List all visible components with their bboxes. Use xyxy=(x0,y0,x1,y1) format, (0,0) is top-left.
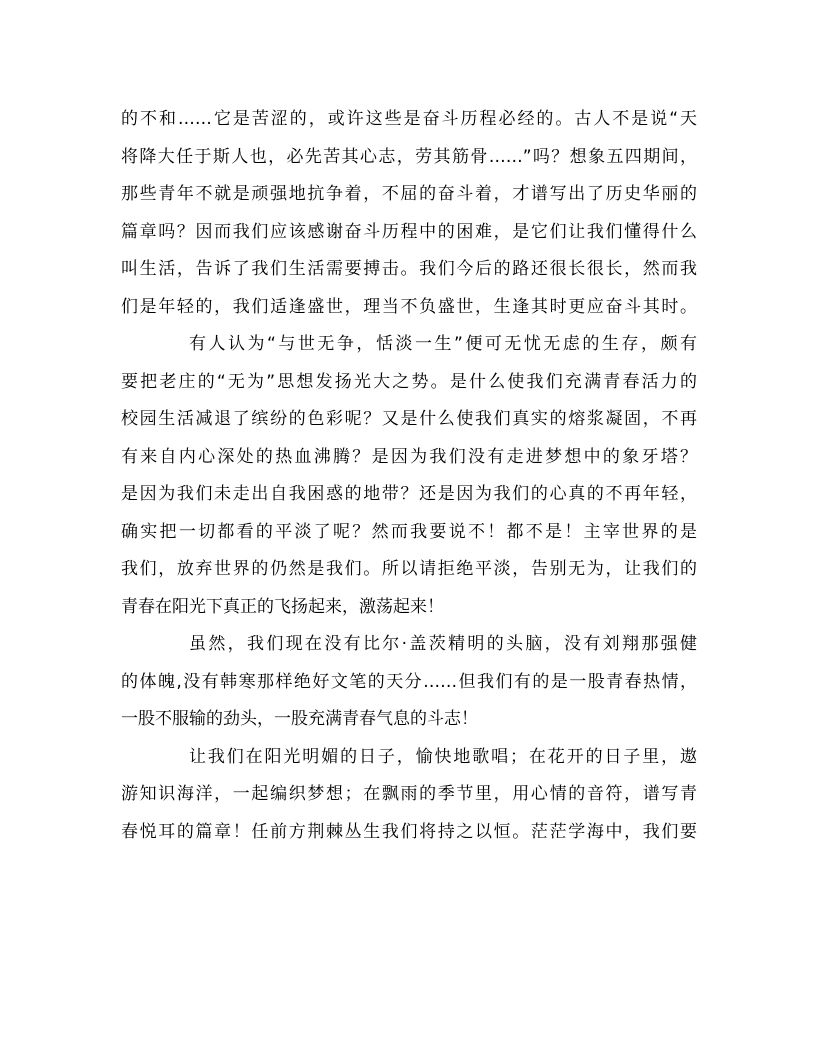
text-line: 叫生活，告诉了我们生活需要搏击。我们今后的路还很长很长，然而我 xyxy=(121,259,697,279)
text-line: 春悦耳的篇章！任前方荆棘丛生我们将持之以恒。茫茫学海中，我们要 xyxy=(121,821,697,842)
paragraph-2 xyxy=(121,326,697,626)
text-line: 有来自内心深处的热血沸腾？是因为我们没有走进梦想中的象牙塔？ xyxy=(121,446,697,467)
text-line: 虽然，我们现在没有比尔·盖茨精明的头脑，没有刘翔那强健 xyxy=(189,634,697,654)
paragraph-3 xyxy=(121,626,697,739)
document-body xyxy=(121,101,697,851)
paragraph-4 xyxy=(121,739,697,852)
text-line: 让我们在阳光明媚的日子，愉快地歌唱；在花开的日子里，遨 xyxy=(189,746,697,767)
text-line: 我们，放弃世界的仍然是我们。所以请拒绝平淡，告别无为，让我们的 xyxy=(121,559,697,579)
text-line: 是因为我们未走出自我困惑的地带？还是因为我们的心真的不再年轻， xyxy=(121,484,697,504)
text-line: 篇章吗？因而我们应该感谢奋斗历程中的困难，是它们让我们懂得什么 xyxy=(121,221,697,242)
text-line: 的体魄,没有韩寒那样绝好文笔的天分……但我们有的是一股青春热情， xyxy=(121,671,697,692)
text-line: 有人认为“与世无争，恬淡一生”便可无忧无虑的生存，颇有 xyxy=(189,334,697,354)
text-line: 游知识海洋，一起编织梦想；在飘雨的季节里，用心情的音符，谱写青 xyxy=(121,784,697,804)
text-line: 的不和……它是苦涩的，或许这些是奋斗历程必经的。古人不是说“天 xyxy=(121,109,697,129)
text-line: 将降大任于斯人也，必先苦其心志，劳其筋骨……”吗？想象五四期间， xyxy=(121,146,697,167)
text-line: 一股不服输的劲头，一股充满青春气息的斗志！ xyxy=(121,709,478,729)
text-line: 们是年轻的，我们适逢盛世，理当不负盛世，生逢其时更应奋斗其时。 xyxy=(121,296,697,317)
text-line: 校园生活减退了缤纷的色彩呢？又是什么使我们真实的熔浆凝固，不再 xyxy=(121,409,697,429)
text-line: 确实把一切都看的平淡了呢？然而我要说不！都不是！主宰世界的是 xyxy=(121,521,697,542)
text-line: 青春在阳光下真正的飞扬起来，激荡起来！ xyxy=(121,596,444,617)
paragraph-1 xyxy=(121,101,697,326)
text-line: 那些青年不就是顽强地抗争着，不屈的奋斗着，才谱写出了历史华丽的 xyxy=(121,184,697,204)
text-line: 要把老庄的“无为”思想发扬光大之势。是什么使我们充满青春活力的 xyxy=(121,371,697,392)
